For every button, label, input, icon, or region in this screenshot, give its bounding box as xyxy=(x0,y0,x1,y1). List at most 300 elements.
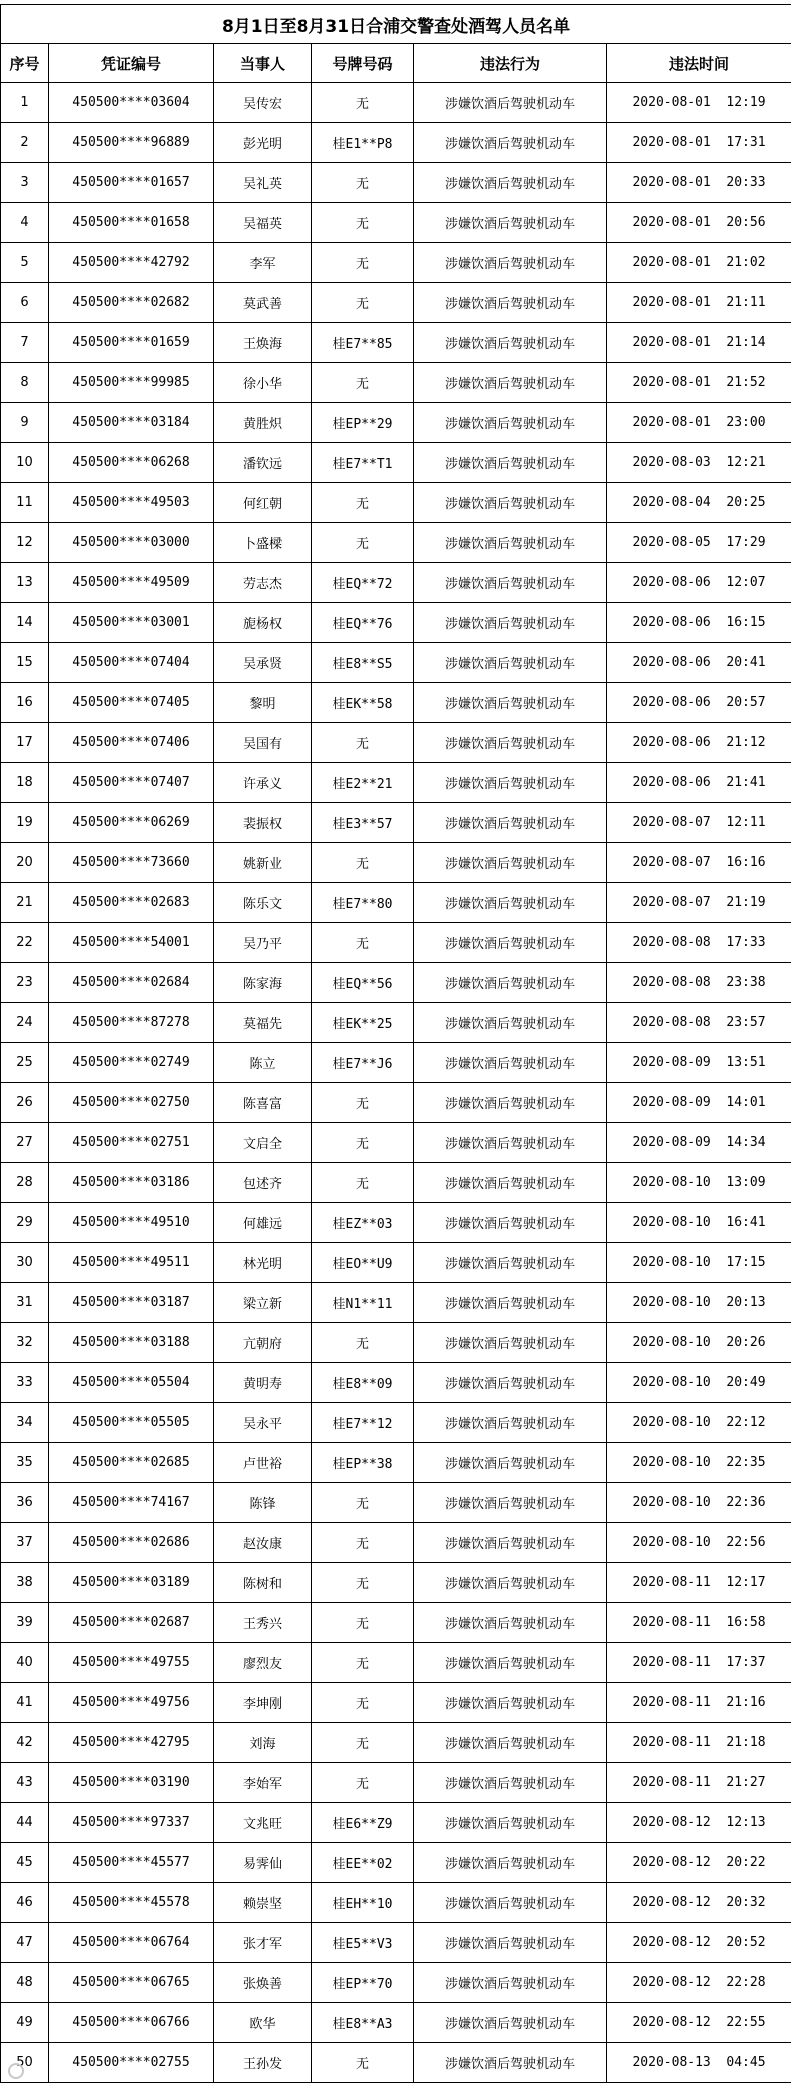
cell-time: 2020-08-10 13:09 xyxy=(607,1163,791,1203)
cell-time: 2020-08-10 22:12 xyxy=(607,1403,791,1443)
cell-time: 2020-08-06 20:41 xyxy=(607,643,791,683)
cell-violation: 涉嫌饮酒后驾驶机动车 xyxy=(414,1483,607,1523)
cell-violation: 涉嫌饮酒后驾驶机动车 xyxy=(414,2003,607,2043)
cell-party: 卜盛樑 xyxy=(214,523,312,563)
table-row xyxy=(1,1963,791,2003)
table-row xyxy=(1,523,791,563)
cell-violation: 涉嫌饮酒后驾驶机动车 xyxy=(414,83,607,123)
table-row xyxy=(1,1923,791,1963)
table-row xyxy=(1,403,791,443)
violation-table xyxy=(0,4,791,2083)
cell-plate-number: 无 xyxy=(312,203,414,243)
cell-plate-number: 桂E6**Z9 xyxy=(312,1803,414,1843)
cell-ticket-number: 450500****03187 xyxy=(49,1283,214,1323)
cell-plate-number: 无 xyxy=(312,83,414,123)
cell-time: 2020-08-11 21:16 xyxy=(607,1683,791,1723)
cell-index: 42 xyxy=(1,1723,49,1763)
cell-violation: 涉嫌饮酒后驾驶机动车 xyxy=(414,763,607,803)
cell-index: 6 xyxy=(1,283,49,323)
table-row xyxy=(1,883,791,923)
table-row xyxy=(1,843,791,883)
table-row xyxy=(1,1083,791,1123)
table-row xyxy=(1,1123,791,1163)
cell-time: 2020-08-11 16:58 xyxy=(607,1603,791,1643)
cell-plate-number: 桂EP**29 xyxy=(312,403,414,443)
cell-party: 旎杨权 xyxy=(214,603,312,643)
cell-ticket-number: 450500****02687 xyxy=(49,1603,214,1643)
cell-time: 2020-08-10 20:26 xyxy=(607,1323,791,1363)
cell-time: 2020-08-08 23:38 xyxy=(607,963,791,1003)
cell-violation: 涉嫌饮酒后驾驶机动车 xyxy=(414,323,607,363)
cell-violation: 涉嫌饮酒后驾驶机动车 xyxy=(414,523,607,563)
cell-party: 劳志杰 xyxy=(214,563,312,603)
cell-plate-number: 桂EO**U9 xyxy=(312,1243,414,1283)
cell-ticket-number: 450500****49756 xyxy=(49,1683,214,1723)
cell-violation: 涉嫌饮酒后驾驶机动车 xyxy=(414,963,607,1003)
cell-time: 2020-08-09 14:34 xyxy=(607,1123,791,1163)
cell-party: 莫武善 xyxy=(214,283,312,323)
table-row xyxy=(1,2003,791,2043)
cell-ticket-number: 450500****03188 xyxy=(49,1323,214,1363)
cell-violation: 涉嫌饮酒后驾驶机动车 xyxy=(414,1563,607,1603)
cell-ticket-number: 450500****06764 xyxy=(49,1923,214,1963)
cell-plate-number: 桂EE**02 xyxy=(312,1843,414,1883)
cell-index: 10 xyxy=(1,443,49,483)
cell-index: 26 xyxy=(1,1083,49,1123)
cell-ticket-number: 450500****06765 xyxy=(49,1963,214,2003)
cell-plate-number: 无 xyxy=(312,923,414,963)
cell-ticket-number: 450500****74167 xyxy=(49,1483,214,1523)
cell-index: 12 xyxy=(1,523,49,563)
watermark xyxy=(8,2063,28,2080)
cell-index: 45 xyxy=(1,1843,49,1883)
cell-plate-number: 无 xyxy=(312,283,414,323)
cell-time: 2020-08-11 12:17 xyxy=(607,1563,791,1603)
cell-violation: 涉嫌饮酒后驾驶机动车 xyxy=(414,883,607,923)
cell-index: 24 xyxy=(1,1003,49,1043)
cell-ticket-number: 450500****02749 xyxy=(49,1043,214,1083)
table-row xyxy=(1,283,791,323)
cell-index: 32 xyxy=(1,1323,49,1363)
cell-plate-number: 桂EK**25 xyxy=(312,1003,414,1043)
cell-violation: 涉嫌饮酒后驾驶机动车 xyxy=(414,1083,607,1123)
cell-plate-number: 桂E7**80 xyxy=(312,883,414,923)
cell-ticket-number: 450500****02755 xyxy=(49,2043,214,2083)
cell-party: 李坤刚 xyxy=(214,1683,312,1723)
cell-index: 3 xyxy=(1,163,49,203)
table-body xyxy=(1,83,791,2083)
cell-index: 35 xyxy=(1,1443,49,1483)
cell-time: 2020-08-11 17:37 xyxy=(607,1643,791,1683)
cell-party: 何红朝 xyxy=(214,483,312,523)
cell-time: 2020-08-10 22:36 xyxy=(607,1483,791,1523)
cell-party: 王秀兴 xyxy=(214,1603,312,1643)
cell-time: 2020-08-12 20:52 xyxy=(607,1923,791,1963)
cell-plate-number: 桂E8**09 xyxy=(312,1363,414,1403)
cell-violation: 涉嫌饮酒后驾驶机动车 xyxy=(414,1763,607,1803)
cell-time: 2020-08-06 12:07 xyxy=(607,563,791,603)
cell-party: 欧华 xyxy=(214,2003,312,2043)
cell-ticket-number: 450500****02686 xyxy=(49,1523,214,1563)
cell-index: 47 xyxy=(1,1923,49,1963)
table-row xyxy=(1,643,791,683)
table-row xyxy=(1,1203,791,1243)
cell-party: 吴乃平 xyxy=(214,923,312,963)
cell-index: 30 xyxy=(1,1243,49,1283)
cell-time: 2020-08-01 21:11 xyxy=(607,283,791,323)
cell-violation: 涉嫌饮酒后驾驶机动车 xyxy=(414,1283,607,1323)
cell-ticket-number: 450500****03604 xyxy=(49,83,214,123)
cell-time: 2020-08-10 20:49 xyxy=(607,1363,791,1403)
cell-time: 2020-08-01 21:14 xyxy=(607,323,791,363)
table-row xyxy=(1,1003,791,1043)
cell-party: 潘钦远 xyxy=(214,443,312,483)
cell-plate-number: 无 xyxy=(312,1123,414,1163)
cell-time: 2020-08-01 17:31 xyxy=(607,123,791,163)
cell-plate-number: 无 xyxy=(312,1323,414,1363)
cell-time: 2020-08-07 21:19 xyxy=(607,883,791,923)
cell-index: 19 xyxy=(1,803,49,843)
cell-violation: 涉嫌饮酒后驾驶机动车 xyxy=(414,643,607,683)
cell-time: 2020-08-12 20:22 xyxy=(607,1843,791,1883)
cell-party: 吴永平 xyxy=(214,1403,312,1443)
column-header-party: 当事人 xyxy=(214,44,312,83)
table-row xyxy=(1,1323,791,1363)
cell-violation: 涉嫌饮酒后驾驶机动车 xyxy=(414,443,607,483)
cell-party: 李始军 xyxy=(214,1763,312,1803)
cell-ticket-number: 450500****42795 xyxy=(49,1723,214,1763)
cell-plate-number: 无 xyxy=(312,523,414,563)
cell-violation: 涉嫌饮酒后驾驶机动车 xyxy=(414,1643,607,1683)
title-row xyxy=(1,5,791,44)
cell-index: 49 xyxy=(1,2003,49,2043)
table-row xyxy=(1,683,791,723)
cell-violation: 涉嫌饮酒后驾驶机动车 xyxy=(414,1323,607,1363)
cell-party: 易霁仙 xyxy=(214,1843,312,1883)
cell-ticket-number: 450500****06268 xyxy=(49,443,214,483)
cell-index: 20 xyxy=(1,843,49,883)
cell-violation: 涉嫌饮酒后驾驶机动车 xyxy=(414,1043,607,1083)
cell-ticket-number: 450500****49509 xyxy=(49,563,214,603)
cell-party: 何雄远 xyxy=(214,1203,312,1243)
cell-violation: 涉嫌饮酒后驾驶机动车 xyxy=(414,243,607,283)
cell-time: 2020-08-01 20:56 xyxy=(607,203,791,243)
cell-index: 44 xyxy=(1,1803,49,1843)
table-row xyxy=(1,1803,791,1843)
cell-time: 2020-08-13 04:45 xyxy=(607,2043,791,2083)
cell-party: 赵汝康 xyxy=(214,1523,312,1563)
cell-party: 包述齐 xyxy=(214,1163,312,1203)
cell-plate-number: 桂EQ**76 xyxy=(312,603,414,643)
table-row xyxy=(1,1643,791,1683)
cell-party: 许承义 xyxy=(214,763,312,803)
table-row xyxy=(1,1243,791,1283)
cell-time: 2020-08-11 21:18 xyxy=(607,1723,791,1763)
cell-violation: 涉嫌饮酒后驾驶机动车 xyxy=(414,603,607,643)
cell-ticket-number: 450500****05504 xyxy=(49,1363,214,1403)
cell-party: 莫福先 xyxy=(214,1003,312,1043)
cell-time: 2020-08-04 20:25 xyxy=(607,483,791,523)
cell-index: 5 xyxy=(1,243,49,283)
table-row xyxy=(1,1523,791,1563)
cell-time: 2020-08-01 21:02 xyxy=(607,243,791,283)
cell-time: 2020-08-06 21:12 xyxy=(607,723,791,763)
cell-index: 9 xyxy=(1,403,49,443)
cell-time: 2020-08-06 16:15 xyxy=(607,603,791,643)
cell-ticket-number: 450500****01659 xyxy=(49,323,214,363)
cell-index: 36 xyxy=(1,1483,49,1523)
cell-plate-number: 无 xyxy=(312,1483,414,1523)
cell-party: 亢朝府 xyxy=(214,1323,312,1363)
cell-plate-number: 无 xyxy=(312,843,414,883)
cell-violation: 涉嫌饮酒后驾驶机动车 xyxy=(414,403,607,443)
cell-plate-number: 桂EP**38 xyxy=(312,1443,414,1483)
cell-ticket-number: 450500****02685 xyxy=(49,1443,214,1483)
cell-time: 2020-08-10 17:15 xyxy=(607,1243,791,1283)
cell-ticket-number: 450500****49511 xyxy=(49,1243,214,1283)
cell-ticket-number: 450500****03001 xyxy=(49,603,214,643)
cell-ticket-number: 450500****02683 xyxy=(49,883,214,923)
cell-plate-number: 桂E7**T1 xyxy=(312,443,414,483)
cell-index: 14 xyxy=(1,603,49,643)
cell-violation: 涉嫌饮酒后驾驶机动车 xyxy=(414,1443,607,1483)
table-row xyxy=(1,1603,791,1643)
cell-time: 2020-08-12 22:55 xyxy=(607,2003,791,2043)
cell-plate-number: 桂E5**V3 xyxy=(312,1923,414,1963)
table-row xyxy=(1,363,791,403)
column-header-time: 违法时间 xyxy=(607,44,791,83)
cell-time: 2020-08-01 21:52 xyxy=(607,363,791,403)
cell-time: 2020-08-10 16:41 xyxy=(607,1203,791,1243)
cell-ticket-number: 450500****03000 xyxy=(49,523,214,563)
cell-violation: 涉嫌饮酒后驾驶机动车 xyxy=(414,1963,607,2003)
cell-ticket-number: 450500****03190 xyxy=(49,1763,214,1803)
cell-time: 2020-08-01 23:00 xyxy=(607,403,791,443)
cell-ticket-number: 450500****96889 xyxy=(49,123,214,163)
cell-time: 2020-08-09 14:01 xyxy=(607,1083,791,1123)
cell-violation: 涉嫌饮酒后驾驶机动车 xyxy=(414,1403,607,1443)
cell-violation: 涉嫌饮酒后驾驶机动车 xyxy=(414,483,607,523)
cell-party: 徐小华 xyxy=(214,363,312,403)
cell-ticket-number: 450500****05505 xyxy=(49,1403,214,1443)
cell-plate-number: 桂E1**P8 xyxy=(312,123,414,163)
cell-violation: 涉嫌饮酒后驾驶机动车 xyxy=(414,923,607,963)
table-row xyxy=(1,1883,791,1923)
cell-index: 4 xyxy=(1,203,49,243)
cell-plate-number: 无 xyxy=(312,1523,414,1563)
cell-party: 陈立 xyxy=(214,1043,312,1083)
cell-ticket-number: 450500****87278 xyxy=(49,1003,214,1043)
cell-index: 31 xyxy=(1,1283,49,1323)
cell-ticket-number: 450500****07405 xyxy=(49,683,214,723)
table-row xyxy=(1,483,791,523)
cell-party: 文兆旺 xyxy=(214,1803,312,1843)
cell-violation: 涉嫌饮酒后驾驶机动车 xyxy=(414,563,607,603)
cell-party: 黄明寿 xyxy=(214,1363,312,1403)
cell-index: 29 xyxy=(1,1203,49,1243)
cell-violation: 涉嫌饮酒后驾驶机动车 xyxy=(414,1723,607,1763)
cell-ticket-number: 450500****45578 xyxy=(49,1883,214,1923)
cell-ticket-number: 450500****02682 xyxy=(49,283,214,323)
cell-party: 姚新业 xyxy=(214,843,312,883)
cell-index: 15 xyxy=(1,643,49,683)
cell-plate-number: 桂E3**57 xyxy=(312,803,414,843)
cell-time: 2020-08-01 12:19 xyxy=(607,83,791,123)
cell-violation: 涉嫌饮酒后驾驶机动车 xyxy=(414,1003,607,1043)
cell-violation: 涉嫌饮酒后驾驶机动车 xyxy=(414,123,607,163)
cell-party: 黎明 xyxy=(214,683,312,723)
table-row xyxy=(1,1363,791,1403)
cell-ticket-number: 450500****02750 xyxy=(49,1083,214,1123)
cell-plate-number: 桂EQ**72 xyxy=(312,563,414,603)
cell-violation: 涉嫌饮酒后驾驶机动车 xyxy=(414,2043,607,2083)
cell-plate-number: 桂EQ**56 xyxy=(312,963,414,1003)
cell-party: 王焕海 xyxy=(214,323,312,363)
cell-time: 2020-08-01 20:33 xyxy=(607,163,791,203)
cell-violation: 涉嫌饮酒后驾驶机动车 xyxy=(414,803,607,843)
table-row xyxy=(1,123,791,163)
cell-plate-number: 桂E8**A3 xyxy=(312,2003,414,2043)
table-row xyxy=(1,1043,791,1083)
cell-plate-number: 无 xyxy=(312,723,414,763)
cell-time: 2020-08-05 17:29 xyxy=(607,523,791,563)
cell-plate-number: 桂EZ**03 xyxy=(312,1203,414,1243)
cell-index: 40 xyxy=(1,1643,49,1683)
table-row xyxy=(1,1283,791,1323)
cell-plate-number: 无 xyxy=(312,1643,414,1683)
cell-index: 37 xyxy=(1,1523,49,1563)
cell-party: 卢世裕 xyxy=(214,1443,312,1483)
cell-time: 2020-08-09 13:51 xyxy=(607,1043,791,1083)
cell-index: 1 xyxy=(1,83,49,123)
cell-violation: 涉嫌饮酒后驾驶机动车 xyxy=(414,1363,607,1403)
cell-party: 陈家海 xyxy=(214,963,312,1003)
cell-plate-number: 无 xyxy=(312,363,414,403)
column-header-ticket-number: 凭证编号 xyxy=(49,44,214,83)
cell-plate-number: 桂E8**S5 xyxy=(312,643,414,683)
table-row xyxy=(1,1163,791,1203)
cell-party: 文启全 xyxy=(214,1123,312,1163)
cell-party: 梁立新 xyxy=(214,1283,312,1323)
table-row xyxy=(1,603,791,643)
cell-ticket-number: 450500****99985 xyxy=(49,363,214,403)
cell-plate-number: 无 xyxy=(312,1563,414,1603)
cell-time: 2020-08-06 21:41 xyxy=(607,763,791,803)
cell-plate-number: 无 xyxy=(312,1683,414,1723)
cell-index: 46 xyxy=(1,1883,49,1923)
cell-time: 2020-08-03 12:21 xyxy=(607,443,791,483)
cell-index: 33 xyxy=(1,1363,49,1403)
cell-index: 18 xyxy=(1,763,49,803)
cell-time: 2020-08-12 20:32 xyxy=(607,1883,791,1923)
cell-violation: 涉嫌饮酒后驾驶机动车 xyxy=(414,1843,607,1883)
cell-party: 吴承贤 xyxy=(214,643,312,683)
cell-ticket-number: 450500****73660 xyxy=(49,843,214,883)
cell-index: 28 xyxy=(1,1163,49,1203)
cell-time: 2020-08-08 17:33 xyxy=(607,923,791,963)
cell-index: 17 xyxy=(1,723,49,763)
cell-ticket-number: 450500****01658 xyxy=(49,203,214,243)
table-row xyxy=(1,763,791,803)
table-row xyxy=(1,1563,791,1603)
cell-party: 刘海 xyxy=(214,1723,312,1763)
cell-party: 廖烈友 xyxy=(214,1643,312,1683)
cell-plate-number: 桂E2**21 xyxy=(312,763,414,803)
cell-ticket-number: 450500****06766 xyxy=(49,2003,214,2043)
cell-violation: 涉嫌饮酒后驾驶机动车 xyxy=(414,363,607,403)
column-header-plate-number: 号牌号码 xyxy=(312,44,414,83)
cell-plate-number: 无 xyxy=(312,1723,414,1763)
cell-ticket-number: 450500****54001 xyxy=(49,923,214,963)
cell-plate-number: 无 xyxy=(312,163,414,203)
cell-ticket-number: 450500****03184 xyxy=(49,403,214,443)
table-row xyxy=(1,1403,791,1443)
cell-plate-number: 无 xyxy=(312,2043,414,2083)
cell-time: 2020-08-10 22:56 xyxy=(607,1523,791,1563)
cell-violation: 涉嫌饮酒后驾驶机动车 xyxy=(414,1123,607,1163)
table-row xyxy=(1,563,791,603)
cell-time: 2020-08-12 22:28 xyxy=(607,1963,791,2003)
table-row xyxy=(1,1483,791,1523)
cell-plate-number: 桂N1**11 xyxy=(312,1283,414,1323)
cell-index: 16 xyxy=(1,683,49,723)
cell-plate-number: 无 xyxy=(312,1163,414,1203)
cell-plate-number: 桂EP**70 xyxy=(312,1963,414,2003)
cell-ticket-number: 450500****02751 xyxy=(49,1123,214,1163)
cell-index: 21 xyxy=(1,883,49,923)
cell-ticket-number: 450500****49755 xyxy=(49,1643,214,1683)
cell-party: 吴传宏 xyxy=(214,83,312,123)
cell-index: 39 xyxy=(1,1603,49,1643)
cell-violation: 涉嫌饮酒后驾驶机动车 xyxy=(414,203,607,243)
cell-index: 27 xyxy=(1,1123,49,1163)
table-row xyxy=(1,723,791,763)
cell-violation: 涉嫌饮酒后驾驶机动车 xyxy=(414,1683,607,1723)
cell-time: 2020-08-06 20:57 xyxy=(607,683,791,723)
cell-violation: 涉嫌饮酒后驾驶机动车 xyxy=(414,1163,607,1203)
cell-time: 2020-08-07 12:11 xyxy=(607,803,791,843)
table-row xyxy=(1,803,791,843)
cell-index: 13 xyxy=(1,563,49,603)
cell-ticket-number: 450500****01657 xyxy=(49,163,214,203)
column-header-index: 序号 xyxy=(1,44,49,83)
cell-ticket-number: 450500****49503 xyxy=(49,483,214,523)
cell-time: 2020-08-08 23:57 xyxy=(607,1003,791,1043)
cell-party: 赖崇坚 xyxy=(214,1883,312,1923)
cell-plate-number: 桂EH**10 xyxy=(312,1883,414,1923)
cell-plate-number: 无 xyxy=(312,1763,414,1803)
cell-ticket-number: 450500****02684 xyxy=(49,963,214,1003)
cell-index: 22 xyxy=(1,923,49,963)
table-row xyxy=(1,83,791,123)
cell-plate-number: 无 xyxy=(312,483,414,523)
table-row xyxy=(1,1763,791,1803)
cell-party: 张才军 xyxy=(214,1923,312,1963)
cell-index: 8 xyxy=(1,363,49,403)
cell-party: 吴国有 xyxy=(214,723,312,763)
table-row xyxy=(1,323,791,363)
cell-index: 11 xyxy=(1,483,49,523)
cell-party: 陈锋 xyxy=(214,1483,312,1523)
cell-plate-number: 桂EK**58 xyxy=(312,683,414,723)
cell-party: 陈乐文 xyxy=(214,883,312,923)
table-row xyxy=(1,2043,791,2083)
watermark-logo-icon xyxy=(8,2063,24,2079)
cell-time: 2020-08-11 21:27 xyxy=(607,1763,791,1803)
cell-party: 王孙发 xyxy=(214,2043,312,2083)
cell-ticket-number: 450500****06269 xyxy=(49,803,214,843)
cell-violation: 涉嫌饮酒后驾驶机动车 xyxy=(414,843,607,883)
